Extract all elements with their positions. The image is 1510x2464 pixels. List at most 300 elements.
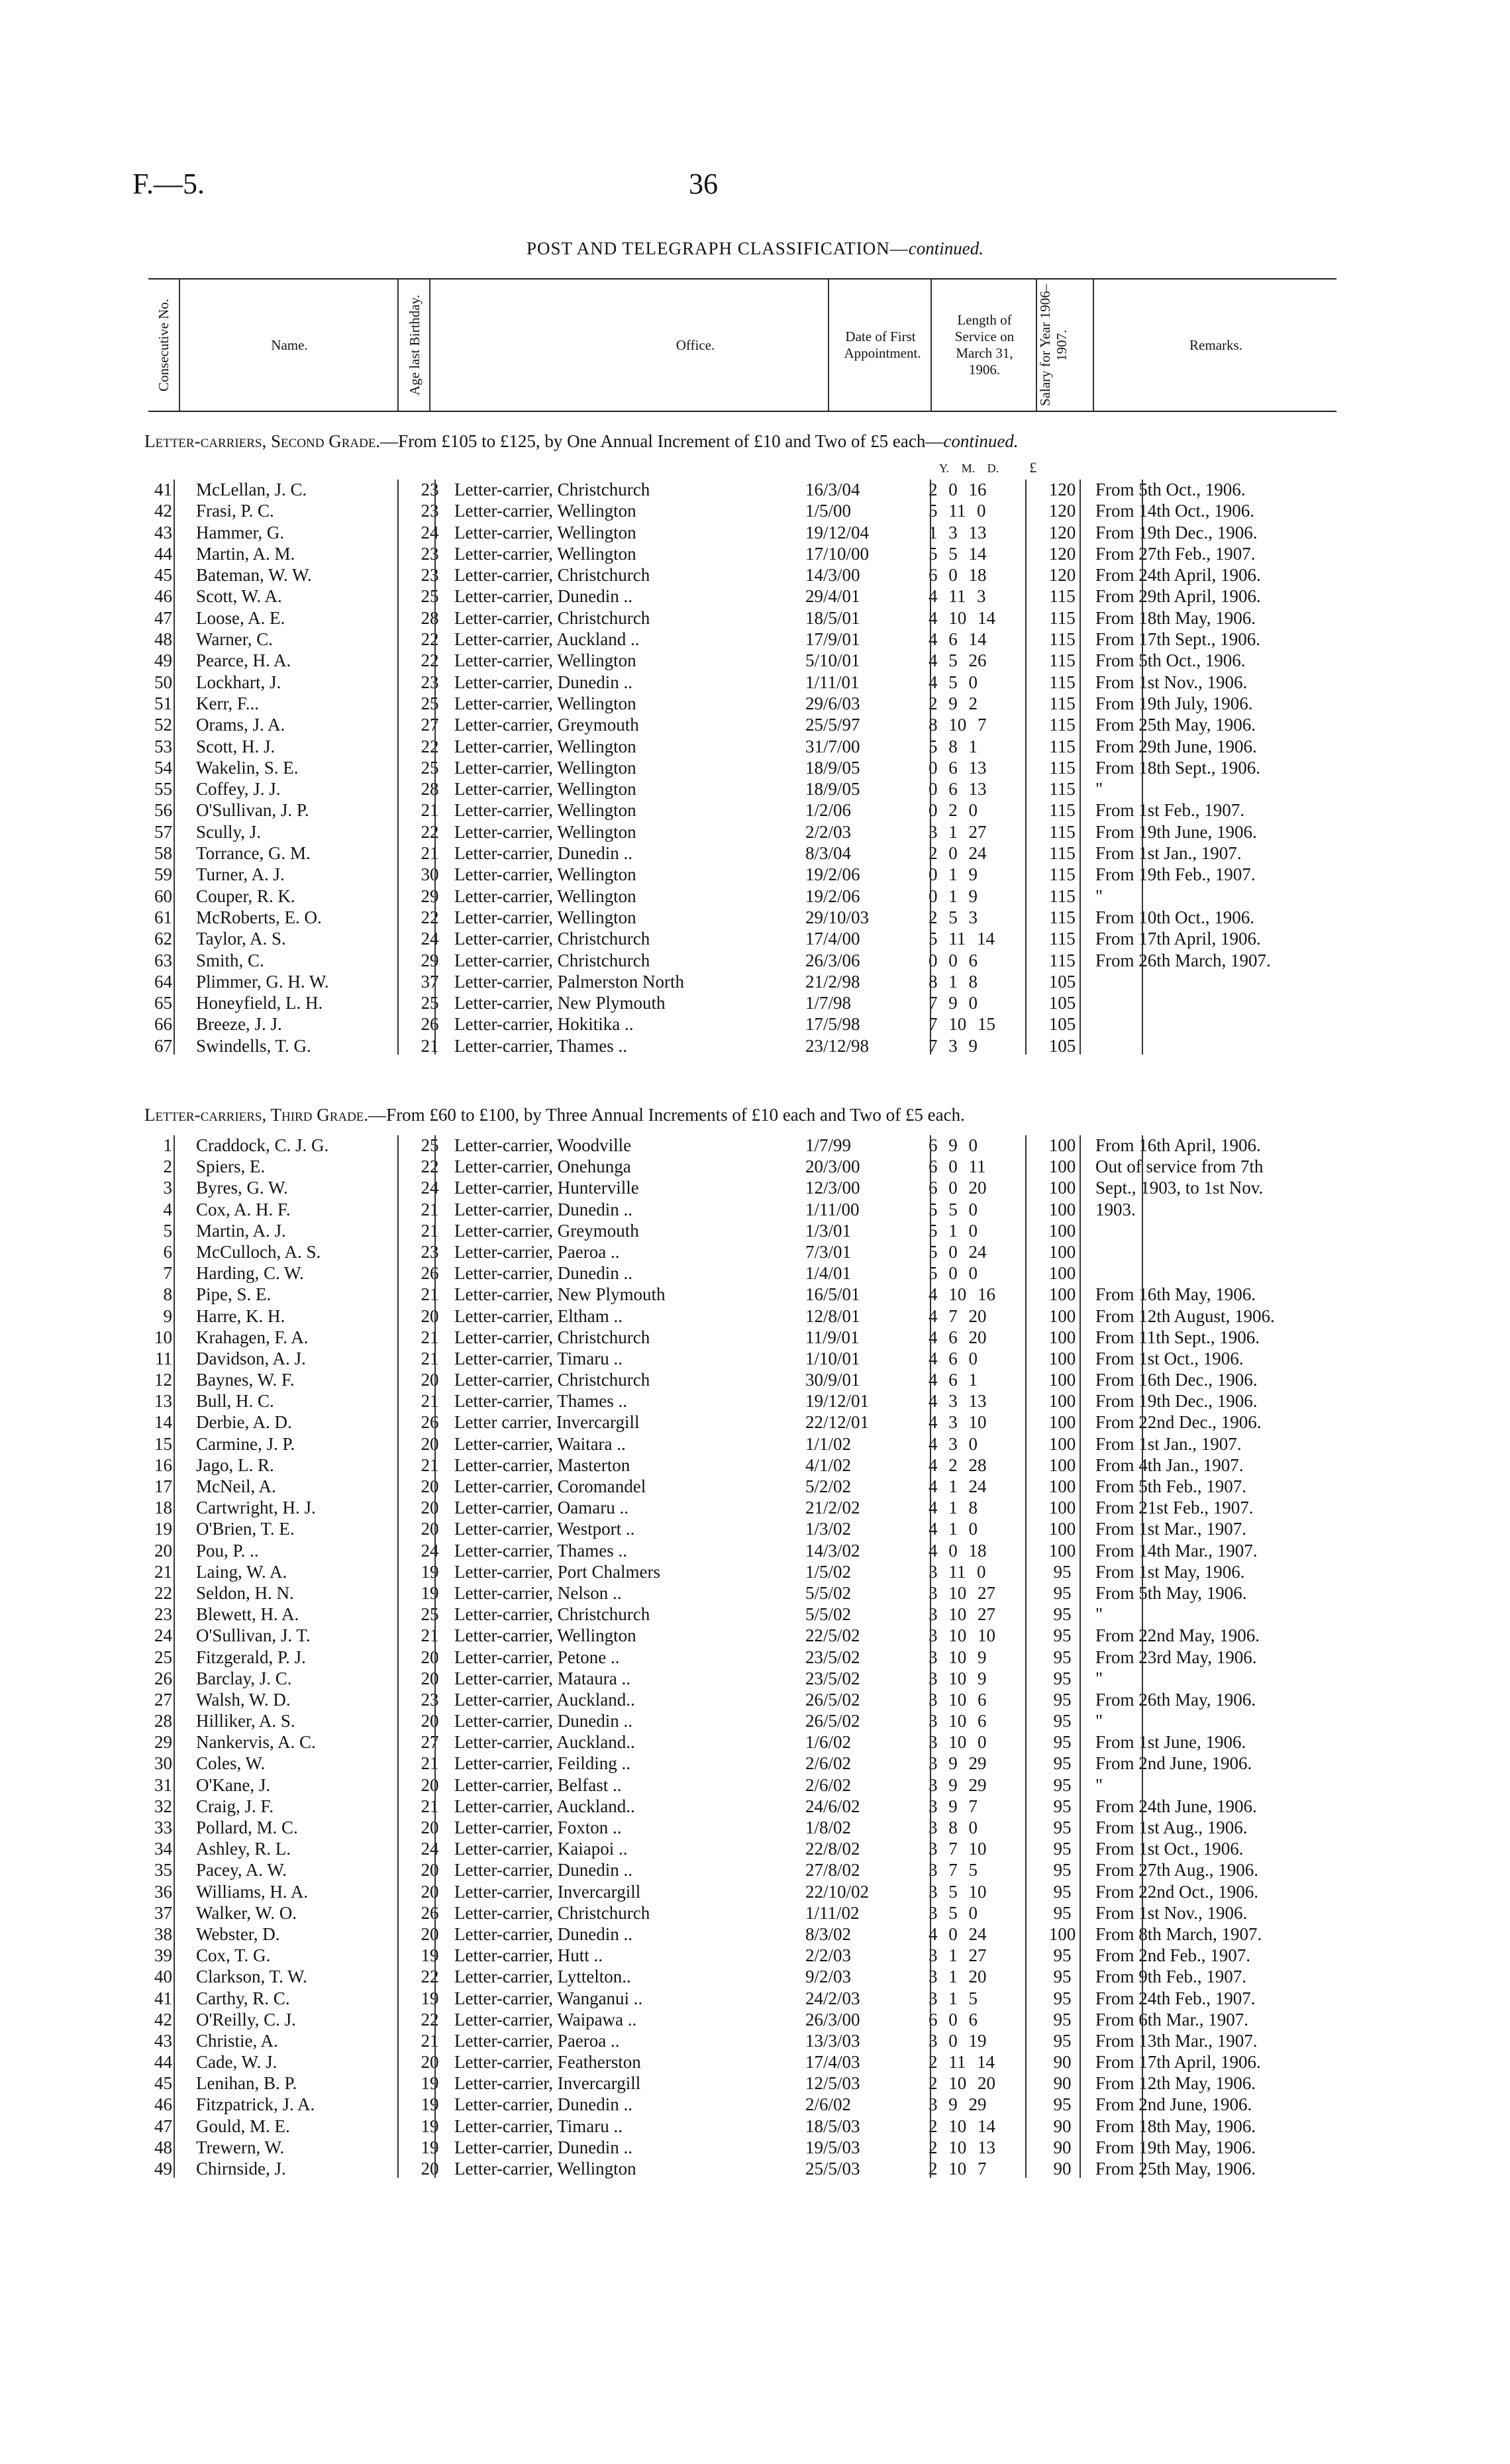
row-length: 2 11 14: [929, 2052, 995, 2073]
row-office: Letter-carrier, Christchurch: [454, 480, 650, 499]
row-remarks: From 1st Aug., 1906.: [1095, 1818, 1248, 1837]
row-remarks: From 18th Sept., 1906.: [1095, 757, 1261, 778]
row-length: 2 10 20: [929, 2073, 995, 2094]
row-date: 18/9/05: [805, 779, 860, 799]
row-age: 21: [421, 1391, 439, 1412]
row-date: 13/3/03: [805, 2030, 860, 2051]
row-remarks: From 5th May, 1906.: [1095, 1582, 1247, 1603]
row-name: Derbie, A. D.: [196, 1412, 292, 1433]
row-age: 19: [421, 1582, 439, 1603]
row-age: 22: [421, 907, 439, 927]
row-length: 6 0 6: [929, 2009, 978, 2029]
row-salary: 105: [1048, 1014, 1076, 1035]
row-office: Letter-carrier, Wellington: [454, 864, 636, 885]
row-number: 1: [163, 1135, 172, 1155]
row-name: Chirnside, J.: [196, 2159, 286, 2179]
row-salary: 120: [1048, 522, 1076, 542]
row-number: 13: [154, 1391, 172, 1412]
row-name: Orams, J. A.: [196, 715, 285, 735]
column-rule: [1142, 1135, 1143, 2178]
row-number: 47: [154, 607, 172, 628]
row-age: 20: [421, 1519, 439, 1539]
row-age: 20: [421, 1306, 439, 1326]
row-date: 26/3/00: [805, 2009, 860, 2029]
header-age: Age last Birthday.: [406, 294, 423, 396]
row-length: 7 10 15: [929, 1014, 995, 1035]
row-age: 29: [421, 886, 439, 906]
row-date: 1/11/01: [805, 672, 860, 692]
row-length: 0 6 13: [929, 757, 987, 778]
row-age: 19: [421, 1988, 439, 2008]
row-office: Letter-carrier, Christchurch: [454, 1902, 650, 1923]
row-age: 23: [421, 501, 439, 521]
row-age: 24: [421, 929, 439, 949]
row-remarks: From 18th May, 1906.: [1095, 2116, 1256, 2136]
row-number: 33: [154, 1818, 172, 1837]
row-age: 20: [421, 1711, 439, 1731]
row-date: 23/5/02: [805, 1668, 860, 1688]
row-remarks: From 22nd May, 1906.: [1095, 1625, 1260, 1646]
row-name: Coles, W.: [196, 1753, 266, 1774]
row-length: 4 2 28: [929, 1455, 987, 1475]
row-remarks: From 2nd Feb., 1907.: [1095, 1945, 1251, 1966]
header-salary: Salary for Year 1906–1907.: [1037, 283, 1070, 407]
row-age: 20: [421, 1498, 439, 1518]
row-salary: 95: [1053, 1604, 1072, 1625]
row-name: Williams, H. A.: [196, 1881, 309, 1902]
row-office: Letter-carrier, Paeroa ..: [454, 2030, 620, 2051]
row-name: Martin, A. M.: [196, 543, 295, 564]
row-office: Letter-carrier, Dunedin ..: [454, 2137, 632, 2157]
row-date: 23/5/02: [805, 1647, 860, 1667]
row-office: Letter-carrier, Kaiapoi ..: [454, 1839, 628, 1859]
row-remarks: From 27th Feb., 1907.: [1095, 543, 1256, 564]
row-age: 20: [421, 1668, 439, 1688]
row-name: Byres, G. W.: [196, 1178, 288, 1198]
row-date: 19/12/01: [805, 1391, 870, 1412]
row-age: 25: [421, 586, 439, 607]
row-name: Bateman, W. W.: [196, 565, 312, 586]
row-salary: 90: [1053, 2159, 1072, 2179]
row-name: Laing, W. A.: [196, 1561, 287, 1582]
row-office: Letter-carrier, Thames ..: [454, 1540, 627, 1561]
row-remarks: ": [1095, 1711, 1103, 1731]
row-name: Scott, H. J.: [196, 736, 276, 756]
row-remarks: From 26th May, 1906.: [1095, 1689, 1256, 1710]
row-length: 4 0 24: [929, 1924, 987, 1944]
row-name: Fitzpatrick, J. A.: [196, 2094, 315, 2115]
row-remarks: From 10th Oct., 1906.: [1095, 907, 1254, 927]
row-remarks: From 24th Feb., 1907.: [1095, 1988, 1256, 2008]
row-salary: 115: [1049, 586, 1076, 607]
row-name: Spiers, E.: [196, 1156, 266, 1177]
row-remarks: From 16th Dec., 1906.: [1095, 1370, 1258, 1390]
row-salary: 115: [1049, 715, 1076, 735]
row-length: 3 10 6: [929, 1711, 987, 1731]
row-age: 23: [421, 480, 439, 499]
row-date: 19/2/06: [805, 886, 860, 906]
row-remarks: From 9th Feb., 1907.: [1095, 1967, 1247, 1987]
row-number: 28: [154, 1711, 172, 1731]
row-length: 4 5 26: [929, 650, 987, 671]
row-remarks: From 1st June, 1906.: [1095, 1732, 1246, 1753]
row-salary: 115: [1049, 950, 1076, 970]
row-age: 21: [421, 800, 439, 821]
row-salary: 95: [1053, 1625, 1072, 1646]
row-number: 27: [154, 1689, 172, 1710]
row-length: 2 0 24: [929, 843, 987, 864]
row-salary: 115: [1049, 907, 1076, 927]
row-age: 20: [421, 2052, 439, 2073]
row-name: O'Kane, J.: [196, 1774, 271, 1795]
row-age: 19: [421, 1945, 439, 1966]
row-remarks: From 1st Nov., 1906.: [1095, 1902, 1248, 1923]
row-date: 22/8/02: [805, 1839, 860, 1859]
row-office: Letter-carrier, Auckland ..: [454, 629, 640, 650]
row-name: Hammer, G.: [196, 522, 285, 542]
row-date: 1/7/98: [805, 993, 852, 1013]
row-number: 37: [154, 1902, 172, 1923]
row-number: 29: [154, 1732, 172, 1753]
row-number: 60: [154, 886, 172, 906]
row-length: 3 8 0: [929, 1818, 978, 1837]
row-date: 1/8/02: [805, 1818, 852, 1837]
row-salary: 115: [1049, 886, 1076, 906]
row-length: 2 0 16: [929, 480, 987, 499]
row-office: Letter-carrier, Wellington: [454, 907, 636, 927]
row-name: Harding, C. W.: [196, 1263, 304, 1284]
row-date: 2/6/02: [805, 1774, 852, 1795]
row-salary: 95: [1053, 2009, 1072, 2029]
row-age: 23: [421, 672, 439, 692]
row-name: O'Sullivan, J. P.: [196, 800, 309, 821]
row-age: 26: [421, 1014, 439, 1035]
row-name: Warner, C.: [196, 629, 273, 650]
row-office: Letter-carrier, Oamaru ..: [454, 1498, 629, 1518]
row-remarks: From 24th June, 1906.: [1095, 1796, 1257, 1816]
row-number: 7: [163, 1263, 172, 1284]
row-length: 3 7 5: [929, 1860, 978, 1880]
row-remarks: From 26th March, 1907.: [1095, 950, 1271, 970]
row-number: 41: [154, 480, 172, 499]
row-length: 3 1 5: [929, 1988, 978, 2008]
row-date: 16/3/04: [805, 480, 860, 499]
row-number: 66: [154, 1014, 172, 1035]
row-remarks: From 1st Nov., 1906.: [1095, 672, 1248, 692]
row-date: 7/3/01: [805, 1241, 852, 1262]
row-length: 3 10 9: [929, 1668, 987, 1688]
row-salary: 100: [1048, 1263, 1076, 1284]
row-date: 1/2/06: [805, 800, 852, 821]
row-number: 23: [154, 1604, 172, 1625]
table-header: [148, 278, 1336, 412]
row-number: 57: [154, 821, 172, 842]
row-name: Walsh, W. D.: [196, 1689, 291, 1710]
row-number: 20: [154, 1540, 172, 1561]
row-length: 3 10 27: [929, 1604, 995, 1625]
row-office: Letter-carrier, Onehunga: [454, 1156, 631, 1177]
row-date: 21/2/98: [805, 971, 860, 992]
row-age: 23: [421, 1689, 439, 1710]
row-office: Letter-carrier, Greymouth: [454, 1220, 639, 1241]
row-office: Letter-carrier, Christchurch: [454, 1370, 650, 1390]
row-age: 22: [421, 1156, 439, 1177]
row-name: Jago, L. R.: [196, 1455, 274, 1475]
header-office: Office.: [676, 336, 715, 353]
row-age: 21: [421, 1348, 439, 1368]
row-age: 23: [421, 1241, 439, 1262]
row-date: 1/1/02: [805, 1433, 852, 1454]
row-age: 19: [421, 2094, 439, 2115]
row-remarks: ": [1095, 1774, 1103, 1795]
row-number: 8: [163, 1284, 172, 1305]
row-salary: 100: [1048, 1135, 1076, 1155]
row-age: 20: [421, 1647, 439, 1667]
row-remarks: From 21st Feb., 1907.: [1095, 1498, 1254, 1518]
row-length: 3 1 27: [929, 821, 987, 842]
row-length: 3 5 0: [929, 1902, 978, 1923]
row-name: Lenihan, B. P.: [196, 2073, 297, 2094]
row-length: 1 3 13: [929, 522, 987, 542]
row-name: Walker, W. O.: [196, 1902, 297, 1923]
row-name: Scully, J.: [196, 821, 262, 842]
row-date: 2/2/03: [805, 1945, 852, 1966]
row-salary: 95: [1053, 1902, 1072, 1923]
row-number: 45: [154, 2073, 172, 2094]
row-number: 11: [155, 1348, 172, 1368]
row-office: Letter-carrier, Christchurch: [454, 1327, 650, 1347]
row-number: 2: [163, 1156, 172, 1177]
row-length: 2 10 13: [929, 2137, 995, 2157]
row-age: 21: [421, 1035, 439, 1056]
row-salary: 100: [1048, 1540, 1076, 1561]
row-salary: 100: [1048, 1498, 1076, 1518]
row-salary: 120: [1048, 565, 1076, 586]
row-length: 4 7 20: [929, 1306, 987, 1326]
row-length: 0 6 13: [929, 779, 987, 799]
row-date: 8/3/02: [805, 1924, 852, 1944]
row-salary: 95: [1053, 1647, 1072, 1667]
row-age: 30: [421, 864, 439, 885]
row-date: 18/9/05: [805, 757, 860, 778]
row-office: Letter-carrier, Mataura ..: [454, 1668, 630, 1688]
row-length: 3 9 29: [929, 1753, 987, 1774]
row-length: 4 3 10: [929, 1412, 987, 1433]
row-length: 5 0 24: [929, 1241, 987, 1262]
row-date: 16/5/01: [805, 1284, 860, 1305]
row-remarks: From 12th August, 1906.: [1095, 1306, 1275, 1326]
row-number: 5: [163, 1220, 172, 1241]
row-number: 39: [154, 1945, 172, 1966]
row-name: Couper, R. K.: [196, 886, 295, 906]
row-length: 3 5 10: [929, 1881, 987, 1902]
row-salary: 95: [1053, 2094, 1072, 2115]
row-age: 27: [421, 715, 439, 735]
row-date: 12/5/03: [805, 2073, 860, 2094]
row-age: 19: [421, 2137, 439, 2157]
row-age: 28: [421, 779, 439, 799]
row-name: Martin, A. J.: [196, 1220, 286, 1241]
row-salary: 105: [1048, 1035, 1076, 1056]
row-length: 5 0 0: [929, 1263, 978, 1284]
row-length: 4 3 13: [929, 1391, 987, 1412]
row-date: 21/2/02: [805, 1498, 860, 1518]
row-salary: 90: [1053, 2116, 1072, 2136]
row-number: 14: [154, 1412, 172, 1433]
row-name: Davidson, A. J.: [196, 1348, 306, 1368]
row-remarks: From 17th Sept., 1906.: [1095, 629, 1261, 650]
row-date: 1/11/00: [805, 1199, 860, 1219]
row-name: Cox, T. G.: [196, 1945, 271, 1966]
row-date: 18/5/01: [805, 607, 860, 628]
row-date: 8/3/04: [805, 843, 852, 864]
row-date: 1/4/01: [805, 1263, 852, 1284]
row-age: 25: [421, 1604, 439, 1625]
row-length: 7 3 9: [929, 1035, 978, 1056]
row-salary: 100: [1048, 1433, 1076, 1454]
row-salary: 115: [1049, 929, 1076, 949]
row-office: Letter-carrier, Wellington: [454, 886, 636, 906]
row-name: Blewett, H. A.: [196, 1604, 299, 1625]
row-salary: 100: [1048, 1220, 1076, 1241]
row-number: 53: [154, 736, 172, 756]
row-remarks: From 6th Mar., 1907.: [1095, 2009, 1249, 2029]
row-office: Letter-carrier, Dunedin ..: [454, 586, 632, 607]
row-date: 14/3/00: [805, 565, 860, 586]
row-length: 4 6 20: [929, 1327, 987, 1347]
row-date: 1/7/99: [805, 1135, 852, 1155]
row-number: 65: [154, 993, 172, 1013]
row-number: 48: [154, 2137, 172, 2157]
row-number: 21: [154, 1561, 172, 1582]
row-salary: 115: [1049, 693, 1076, 713]
row-number: 43: [154, 522, 172, 542]
row-salary: 95: [1053, 1945, 1072, 1966]
row-remarks: From 4th Jan., 1907.: [1095, 1455, 1244, 1475]
row-number: 46: [154, 586, 172, 607]
row-length: 6 0 18: [929, 565, 987, 586]
row-length: 4 0 18: [929, 1540, 987, 1561]
row-office: Letter-carrier, New Plymouth: [454, 1284, 666, 1305]
row-remarks: Sept., 1903, to 1st Nov.: [1095, 1178, 1264, 1198]
row-name: Cox, A. H. F.: [196, 1199, 291, 1219]
row-date: 23/12/98: [805, 1035, 870, 1056]
row-name: Ashley, R. L.: [196, 1839, 291, 1859]
row-office: Letter-carrier, Hokitika ..: [454, 1014, 634, 1035]
row-length: 0 1 9: [929, 886, 978, 906]
row-number: 22: [154, 1582, 172, 1603]
row-number: 42: [154, 501, 172, 521]
row-office: Letter-carrier, Dunedin ..: [454, 1924, 632, 1944]
row-date: 1/6/02: [805, 1732, 852, 1753]
row-office: Letter-carrier, Port Chalmers: [454, 1561, 660, 1582]
row-number: 16: [154, 1455, 172, 1475]
row-number: 10: [154, 1327, 172, 1347]
row-name: Gould, M. E.: [196, 2116, 290, 2136]
row-salary: 115: [1049, 779, 1076, 799]
row-office: Letter-carrier, Auckland..: [454, 1689, 635, 1710]
row-number: 31: [154, 1774, 172, 1795]
row-name: Craddock, C. J. G.: [196, 1135, 329, 1155]
row-age: 21: [421, 1625, 439, 1646]
row-date: 17/4/03: [805, 2052, 860, 2073]
row-office: Letter-carrier, Eltham ..: [454, 1306, 623, 1326]
row-number: 38: [154, 1924, 172, 1944]
row-office: Letter-carrier, Wellington: [454, 779, 636, 799]
row-length: 4 1 24: [929, 1476, 987, 1496]
row-age: 23: [421, 543, 439, 564]
row-date: 29/4/01: [805, 586, 860, 607]
row-date: 26/5/02: [805, 1711, 860, 1731]
row-length: 5 1 0: [929, 1220, 978, 1241]
row-date: 1/3/01: [805, 1220, 852, 1241]
row-age: 21: [421, 2030, 439, 2051]
row-remarks: From 19th June, 1906.: [1095, 821, 1257, 842]
row-number: 25: [154, 1647, 172, 1667]
row-name: McRoberts, E. O.: [196, 907, 322, 927]
row-number: 43: [154, 2030, 172, 2051]
row-date: 24/6/02: [805, 1796, 860, 1816]
row-office: Letter-carrier, Foxton ..: [454, 1818, 622, 1837]
row-salary: 95: [1053, 1689, 1072, 1710]
row-date: 12/8/01: [805, 1306, 860, 1326]
row-date: 26/3/06: [805, 950, 860, 970]
row-number: 56: [154, 800, 172, 821]
row-age: 26: [421, 1263, 439, 1284]
header-length: Length of Service on March 31, 1906.: [954, 312, 1015, 378]
row-salary: 90: [1053, 2073, 1072, 2094]
row-salary: 100: [1048, 1519, 1076, 1539]
row-name: Krahagen, F. A.: [196, 1327, 309, 1347]
row-length: 3 10 9: [929, 1647, 987, 1667]
row-name: Loose, A. E.: [196, 607, 285, 628]
row-salary: 115: [1049, 800, 1076, 821]
row-date: 2/6/02: [805, 2094, 852, 2115]
row-office: Letter-carrier, Dunedin ..: [454, 1860, 632, 1880]
row-number: 36: [154, 1881, 172, 1902]
row-name: O'Reilly, C. J.: [196, 2009, 296, 2029]
row-date: 17/9/01: [805, 629, 860, 650]
row-office: Letter-carrier, Waitara ..: [454, 1433, 626, 1454]
row-remarks: From 1st Mar., 1907.: [1095, 1519, 1247, 1539]
row-date: 25/5/03: [805, 2159, 860, 2179]
row-salary: 95: [1053, 1582, 1072, 1603]
row-office: Letter-carrier, Wellington: [454, 821, 636, 842]
column-rule: [930, 480, 931, 1054]
row-age: 21: [421, 1199, 439, 1219]
row-office: Letter-carrier, Dunedin ..: [454, 2094, 632, 2115]
row-number: 61: [154, 907, 172, 927]
row-date: 20/3/00: [805, 1156, 860, 1177]
row-remarks: From 19th Dec., 1906.: [1095, 522, 1258, 542]
row-remarks: 1903.: [1095, 1199, 1136, 1219]
row-age: 23: [421, 565, 439, 586]
row-office: Letter-carrier, Waipawa ..: [454, 2009, 637, 2029]
row-number: 35: [154, 1860, 172, 1880]
row-office: Letter-carrier, Christchurch: [454, 950, 650, 970]
row-number: 48: [154, 629, 172, 650]
row-remarks: From 27th Aug., 1906.: [1095, 1860, 1259, 1880]
row-remarks: From 8th March, 1907.: [1095, 1924, 1262, 1944]
row-name: Plimmer, G. H. W.: [196, 971, 329, 992]
row-age: 20: [421, 1818, 439, 1837]
row-salary: 100: [1048, 1327, 1076, 1347]
row-date: 1/3/02: [805, 1519, 852, 1539]
row-age: 20: [421, 1370, 439, 1390]
row-number: 64: [154, 971, 172, 992]
row-length: 0 2 0: [929, 800, 978, 821]
row-salary: 100: [1048, 1241, 1076, 1262]
